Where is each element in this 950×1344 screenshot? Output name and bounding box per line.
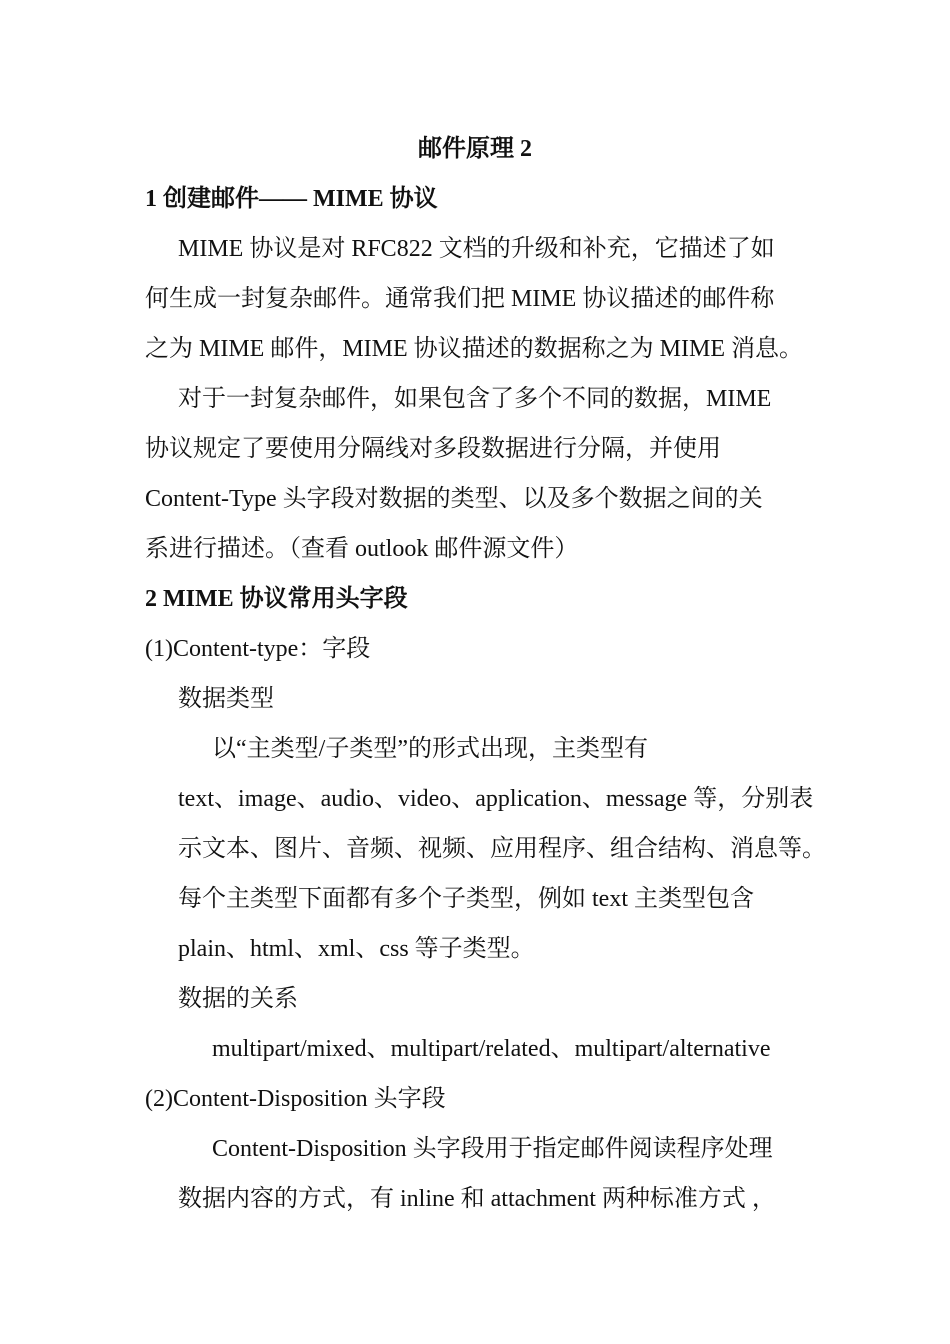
section-1-heading: 1 创建邮件—— MIME 协议 — [145, 186, 438, 212]
paragraph-line: 何生成一封复杂邮件。通常我们把 MIME 协议描述的邮件称 — [145, 286, 775, 312]
content-disposition-label: (2)Content-Disposition 头字段 — [145, 1086, 446, 1112]
paragraph-line: Content-Type 头字段对数据的类型、以及多个数据之间的关 — [145, 486, 763, 512]
paragraph-line: 数据内容的方式，有 inline 和 attachment 两种标准方式 ， — [178, 1186, 776, 1212]
data-type-label: 数据类型 — [178, 686, 274, 712]
paragraph-line: 协议规定了要使用分隔线对多段数据进行分隔，并使用 — [145, 436, 721, 462]
paragraph-line: 对于一封复杂邮件，如果包含了多个不同的数据，MIME — [178, 386, 772, 412]
data-relation-label: 数据的关系 — [178, 986, 298, 1012]
paragraph-line: MIME 协议是对 RFC822 文档的升级和补充，它描述了如 — [178, 236, 775, 262]
paragraph-line: 以“主类型/子类型”的形式出现，主类型有 — [212, 736, 648, 762]
paragraph-line: 系进行描述。（查看 outlook 邮件源文件） — [145, 536, 579, 562]
paragraph-line: Content-Disposition 头字段用于指定邮件阅读程序处理 — [212, 1136, 773, 1162]
paragraph-line: 示文本、图片、音频、视频、应用程序、组合结构、消息等。 — [178, 836, 826, 862]
paragraph-line: 之为 MIME 邮件，MIME 协议描述的数据称之为 MIME 消息。 — [145, 336, 803, 362]
content-type-label: (1)Content-type：字段 — [145, 636, 371, 662]
paragraph-line: text、image、audio、video、application、message 等，分别表 — [178, 786, 814, 812]
document-title: 邮件原理 2 — [418, 136, 532, 162]
paragraph-line: 每个主类型下面都有多个子类型，例如 text 主类型包含 — [178, 886, 754, 912]
paragraph-line: plain、html、xml、css 等子类型。 — [178, 936, 535, 962]
data-relation-values: multipart/mixed、multipart/related、multipart/alternative — [212, 1036, 771, 1062]
section-2-heading: 2 MIME 协议常用头字段 — [145, 586, 408, 612]
